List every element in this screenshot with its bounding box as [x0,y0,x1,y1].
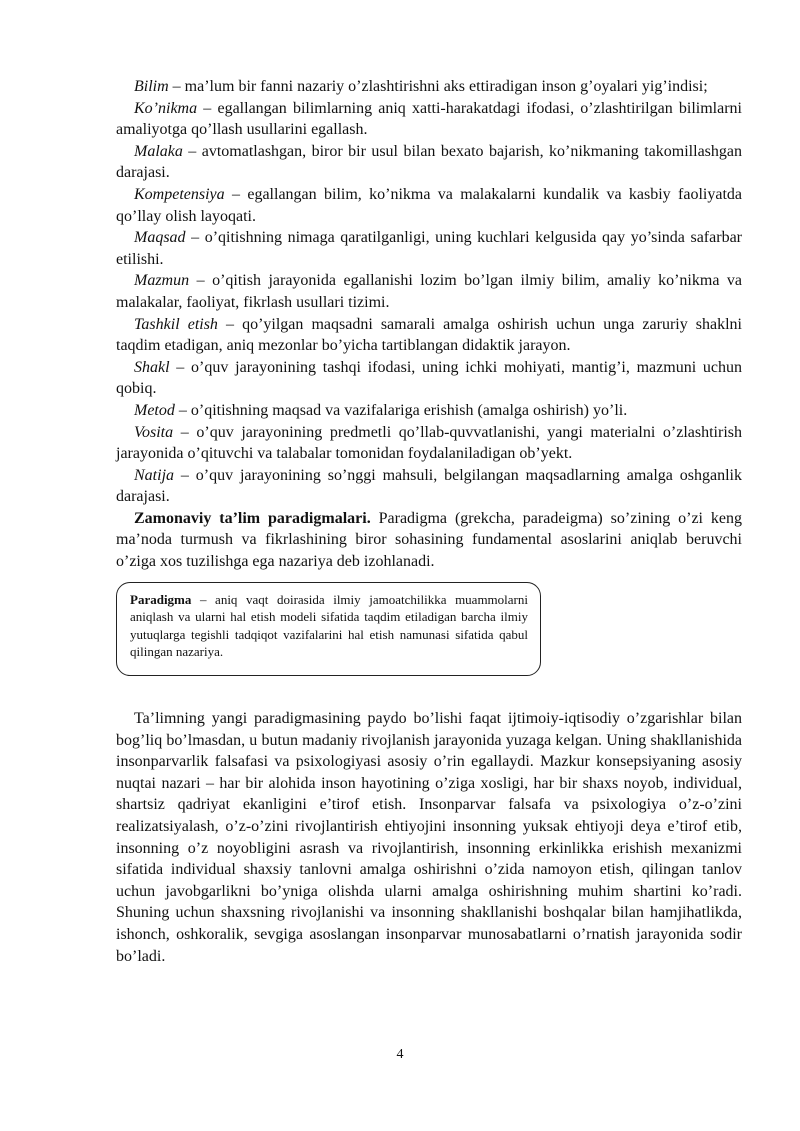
definition-text: – qo’yilgan maqsadni samarali amalga oshirish uchun unga zaruriy shaklni taqdim etadigan, aniq mezonlar bo’yicha tartiblangan didaktik jarayon. [116,315,742,355]
definition-text: – avtomatlashgan, biror bir usul bilan bexato bajarish, ko’nikmaning takomillashgan darajasi. [116,142,742,182]
definition-text: – o’quv jarayonining predmetli qo’llab-quvvatlanishi, yangi materialni o’zlashtirish jarayonida o’qituvchi va talabalar tomonidan foydalaniladigan ob’yekt. [116,423,742,463]
definition-text: – o’quv jarayonining tashqi ifodasi, uning ichki mohiyati, mantig’i, mazmuni uchun qobiq. [116,358,742,398]
section-heading: Zamonaviy ta’lim paradigmalari. [134,509,371,527]
definition-vosita [116,422,742,465]
definition-text: – egallangan bilim, ko’nikma va malakalarni kundalik va kasbiy faoliyatda qo’llay olish layoqati. [116,185,742,225]
page-number: 4 [396,1047,404,1062]
definition-term: Malaka [134,142,183,160]
definition-text: – o’qitish jarayonida egallanishi lozim bo’lgan ilmiy bilim, amaliy ko’nikma va malakalar, faoliyat, fikrlash usullari tizimi. [116,272,742,311]
definition-text: – o’quv jarayonining so’nggi mahsuli, belgilangan maqsadlarning amalga oshganlik darajasi. [116,466,742,506]
section-text: Paradigma (grekcha, paradeigma) so’zining o’zi keng ma’noda turmush va fikrlashining biror sohasining fundamental asoslarini aniqlab beruvchi o’ziga xos tuzilishga ega nazariya deb izohlanadi. [116,509,742,571]
definition-maqsad [116,227,742,270]
definition-metod [116,400,742,422]
definition-mazmun [116,270,742,313]
definition-term: Bilim [134,78,169,95]
callout-text: – aniq vaqt doirasida ilmiy jamoatchilikka muammolarni aniqlash va ularni hal etish modeli sifatida taqdim etiladigan barcha ilmiy yutuqlarga tegishli tadqiqot vazifalarini hal etish namunasi sifatida qabul qilingan nazariya. [130,591,528,660]
definition-bilim [116,76,742,98]
definition-text: – o’qitishning maqsad va vazifalariga erishish (amalga oshirish) yo’li. [174,401,628,419]
definition-konikma [116,98,742,141]
definition-kompetensiya [116,184,742,227]
callout-term: Paradigma [130,591,192,607]
definition-natija [116,465,742,508]
definition-term: Shakl [134,358,170,376]
definition-term: Metod [134,401,175,419]
definition-term: Vosita [134,423,174,441]
definition-term: Maqsad [134,229,186,247]
definition-term: Mazmun [134,272,190,290]
definition-term: Tashkil etish [134,315,218,333]
definition-shakl [116,357,742,400]
definition-text: – egallangan bilimlarning aniq xatti-harakatdagi ifodasi, o’zlashtirilgan bilimlarni amaliyotga qo’llash usullarini egallash. [116,99,742,139]
page-content [116,76,742,967]
definition-malaka [116,141,742,184]
definition-text: – ma’lum bir fanni nazariy o’zlashtirishni aks ettiradigan inson g’oyalari yig’indisi; [168,78,708,95]
definition-callout-box [116,582,541,676]
definition-term: Ko’nikma [134,99,198,117]
definition-tashkil-etish [116,314,742,357]
body-paragraph: Ta’limning yangi paradigmasining paydo bo’lishi faqat ijtimoiy-iqtisodiy o’zgarishlar bilan bog’liq bo’lmasdan, u butun madaniy rivojlanish jarayonida yuzaga kelgan. Uning shakllanishida insonparvarlik falsafasi va psixologiyasi asosiy o’rin egallaydi. Mazkur konsepsiyaning asosiy nuqtai nazari – har bir alohida inson hayotining o’ziga xosligi, har bir shaxs noyob, individual, shartsiz qadriyat ekanligini e’tirof etish. Insonparvar falsafa va psixologiya o’z-o’zini realizatsiyalash, o’z-o’zini rivojlantirish ehtiyojini insonning yuksak ehtiyoji deya e’tirof etib, insonning o’z noyobligini asrash va rivojlantirish, insonning erkinlikka erishish mexanizmi sifatida individual shaxsiy tanlovni amalga oshirishni o’zida namoyon etish, qilingan tanlov uchun javobgarlikni bo’yniga olishda ularni amalga oshirishning muhim shartini ko’radi. Shuning uchun shaxsning rivojlanishi va insonning shakllanishi boshqalar bilan hamjihatlikda, ishonch, oshkoralik, sevgiga asoslangan insonparvar munosabatlarni o’rnatish jarayonida sodir bo’ladi. [116,710,742,965]
section-paragraph [116,508,742,573]
definition-text: – o’qitishning nimaga qaratilganligi, uning kuchlari kelgusida qay yo’sinda safarbar etilishi. [116,229,742,268]
definition-term: Natija [134,466,175,484]
definition-term: Kompetensiya [134,185,225,203]
